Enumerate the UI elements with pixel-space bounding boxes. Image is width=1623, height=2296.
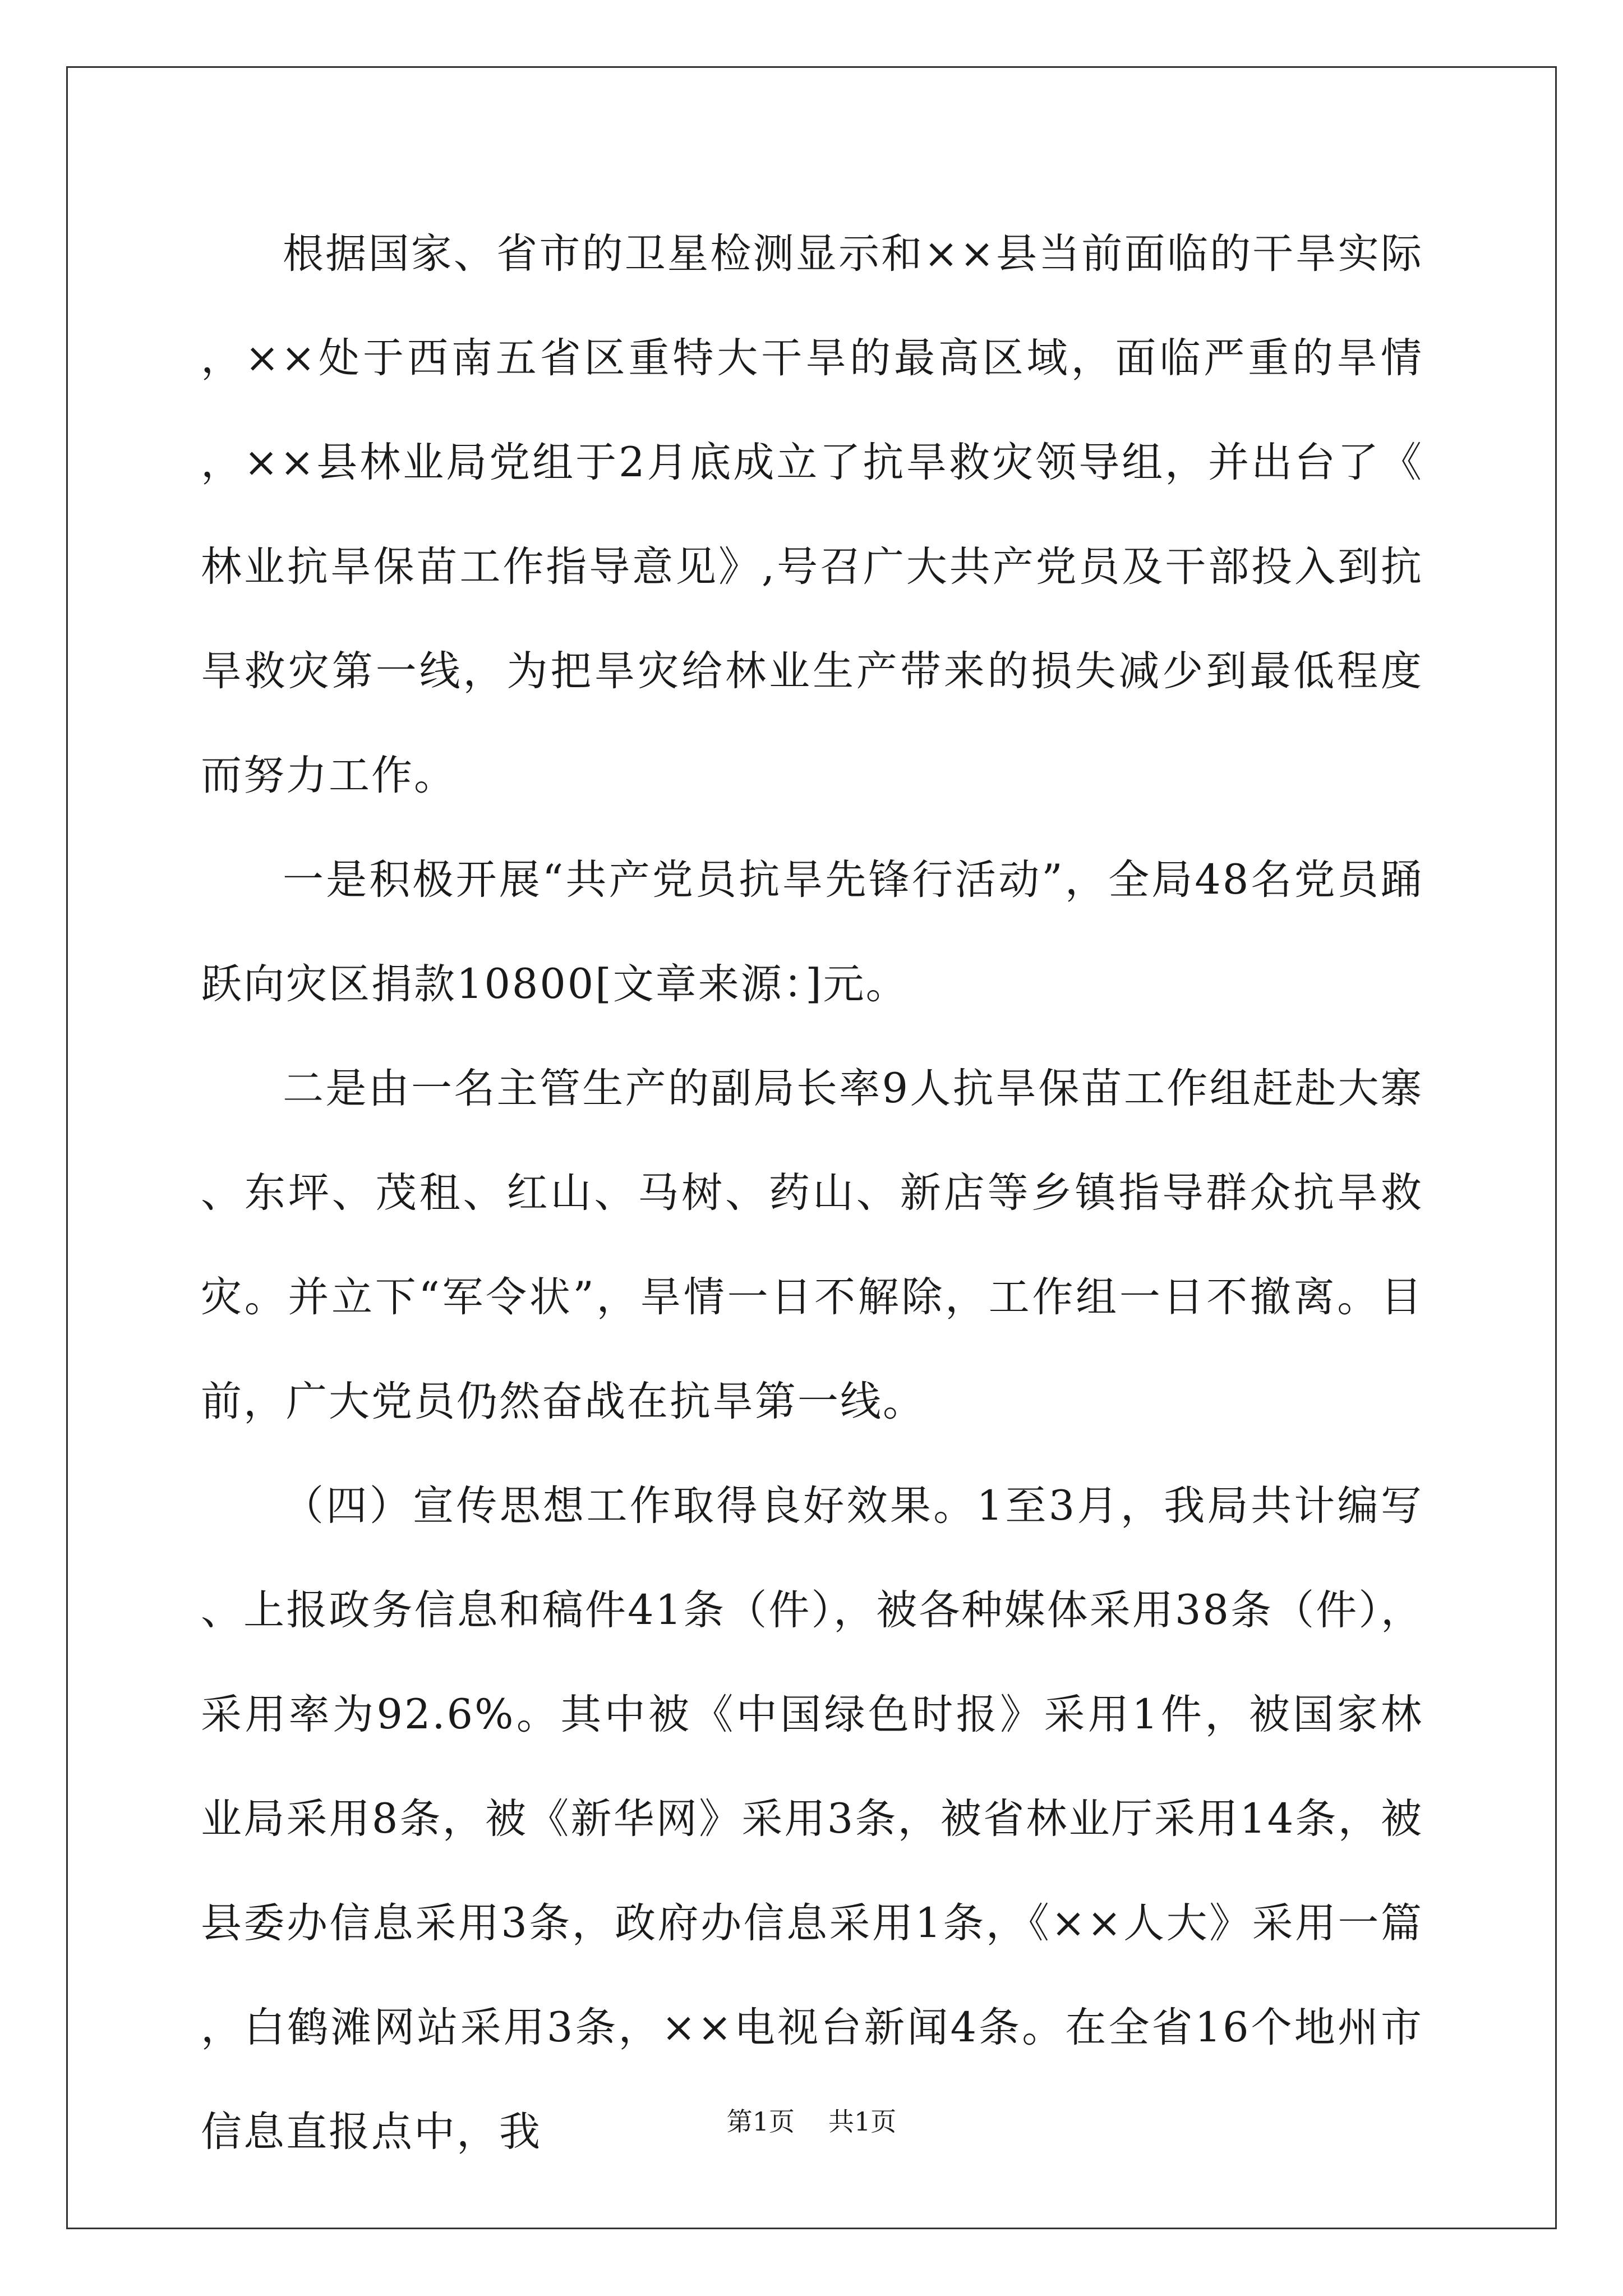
page-total: 共1页: [828, 2106, 897, 2137]
paragraph-drought-background: 根据国家、省市的卫星检测显示和××县当前面临的干旱实际，××处于西南五省区重特大干旱的最高区域，面临严重的旱情，××县林业局党组于2月底成立了抗旱救灾领导组，并出台了《林业抗旱保苗工作指导意见》,号召广大共产党员及干部投入到抗旱救灾第一线，为把旱灾给林业生产带来的损失减少到最低程度而努力工作。: [201, 230, 1423, 799]
paragraph-donation: 一是积极开展“共产党员抗旱先锋行活动”，全局48名党员踊跃向灾区捐款10800[文章来源：]元。: [201, 856, 1423, 1008]
paragraph-work-group: 二是由一名主管生产的副局长率9人抗旱保苗工作组赶赴大寨、东坪、茂租、红山、马树、药山、新店等乡镇指导群众抗旱救灾。并立下“军令状”，旱情一日不解除，工作组一日不撤离。目前，广大党员仍然奋战在抗旱第一线。: [201, 1065, 1423, 1425]
document-body: [201, 202, 1423, 2184]
page-footer: [0, 2105, 1623, 2138]
paragraph-publicity: （四）宣传思想工作取得良好效果。1至3月，我局共计编写、上报政务信息和稿件41条（件），被各种媒体采用38条（件），采用率为92.6%。其中被《中国绿色时报》采用1件，被国家林业局采用8条，被《新华网》采用3条，被省林业厅采用14条，被县委办信息采用3条，政府办信息采用1条，《××人大》采用一篇，白鹤滩网站采用3条，××电视台新闻4条。在全省16个地州市信息直报点中，我: [201, 1482, 1423, 2156]
page-number: 第1页: [726, 2106, 795, 2137]
